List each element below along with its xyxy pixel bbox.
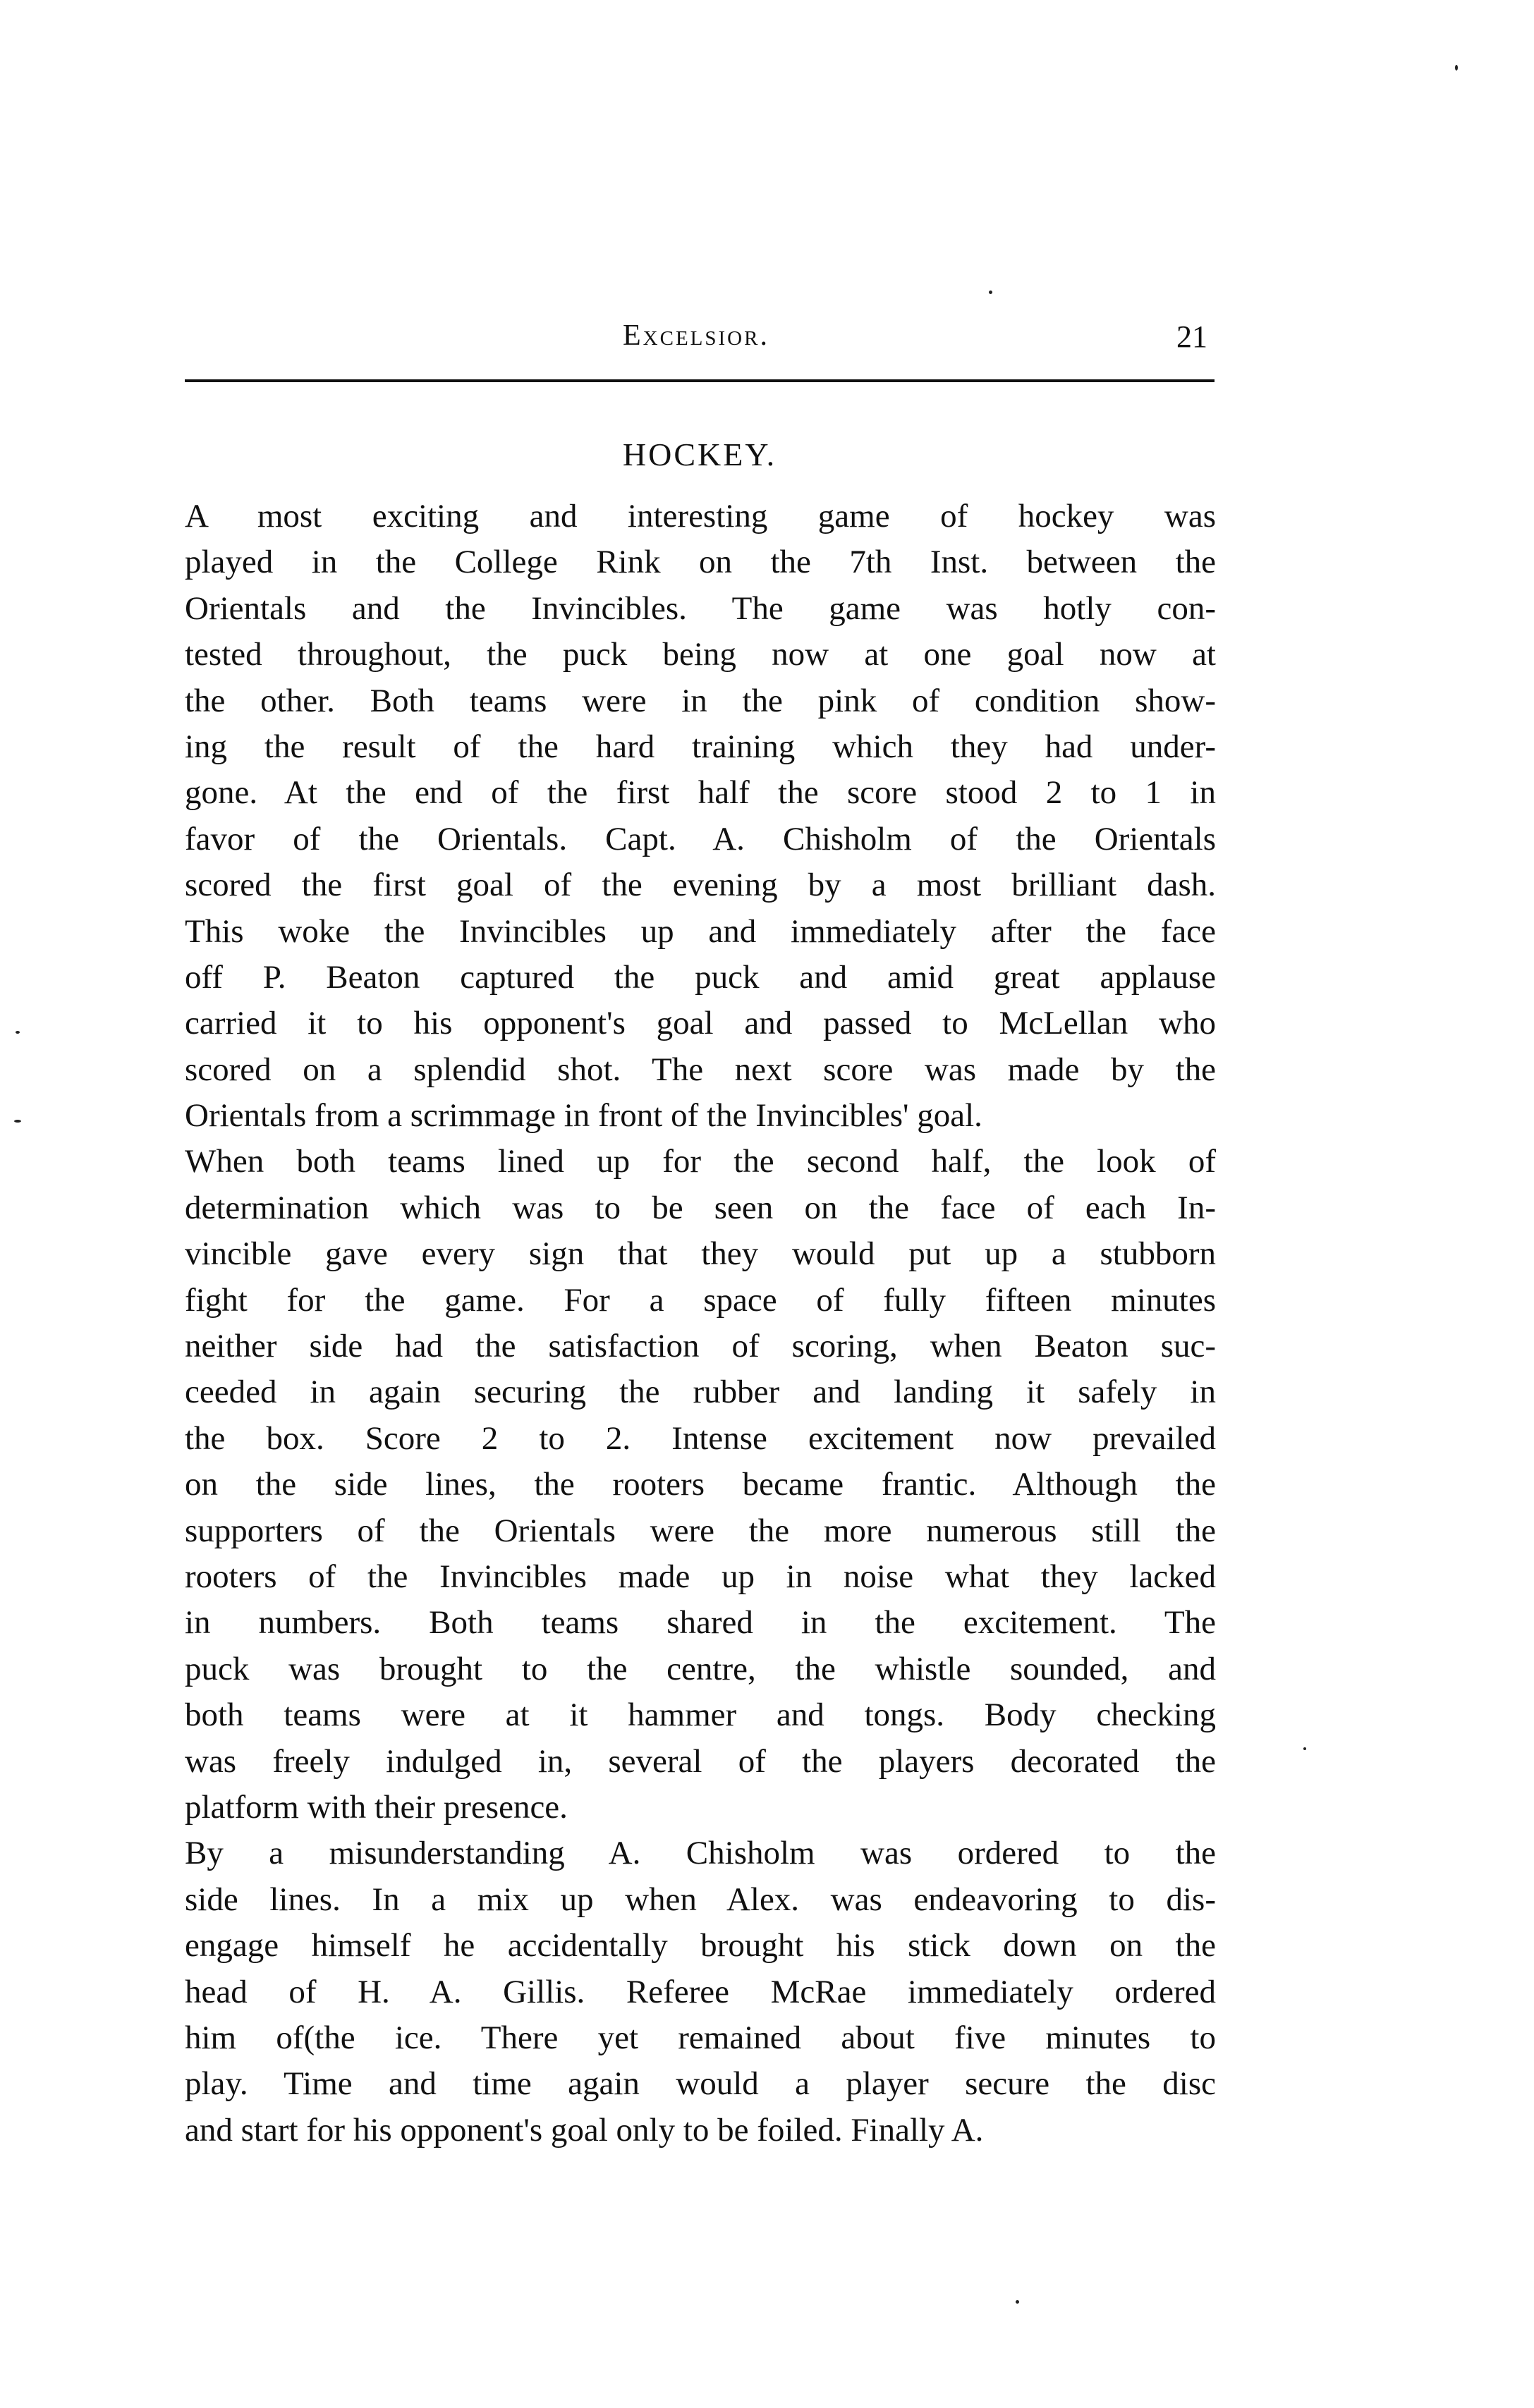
text-line: platform with their presence. xyxy=(185,1788,568,1826)
text-line: side lines. In a mix up when Alex. was endeavoring to dis- xyxy=(185,1881,1216,1918)
print-speck xyxy=(1455,65,1458,71)
text-line: scored the first goal of the evening by a most brilliant dash. xyxy=(185,867,1216,904)
text-line: By a misunderstanding A. Chisholm was ordered to the xyxy=(185,1835,1216,1872)
text-line: in numbers. Both teams shared in the excitement. The xyxy=(185,1604,1216,1642)
text-line: ing the result of the hard training which they had under- xyxy=(185,728,1216,765)
running-head xyxy=(185,319,1207,361)
text-line: fight for the game. For a space of fully fifteen minutes xyxy=(185,1281,1216,1319)
running-title: Excelsior. xyxy=(623,319,769,352)
text-line: supporters of the Orientals were the more numerous still the xyxy=(185,1512,1216,1549)
paragraph xyxy=(185,1831,1216,2153)
text-line: on the side lines, the rooters became frantic. Although the xyxy=(185,1466,1216,1503)
text-line: ceeded in again securing the rubber and landing it safely in xyxy=(185,1374,1216,1411)
article-title: HOCKEY. xyxy=(622,436,777,472)
text-line: puck was brought to the centre, the whistle sounded, and xyxy=(185,1650,1216,1687)
text-line: A most exciting and interesting game of hockey was xyxy=(185,498,1216,534)
text-line: rooters of the Invincibles made up in noise what they lacked xyxy=(185,1558,1216,1595)
text-line: neither side had the satisfaction of scoring, when Beaton suc- xyxy=(185,1328,1216,1365)
print-speck xyxy=(1016,2300,1019,2304)
print-speck xyxy=(14,1120,21,1123)
print-speck xyxy=(1303,1747,1306,1750)
text-line: determination which was to be seen on the face of each In- xyxy=(185,1189,1216,1226)
paragraph xyxy=(185,1139,1216,1831)
text-line: vincible gave every sign that they would put up a stubborn xyxy=(185,1235,1216,1273)
text-line: him of(the ice. There yet remained about five minutes to xyxy=(185,2019,1216,2056)
text-line: Orientals from a scrimmage in front of the Invincibles' goal. xyxy=(185,1097,982,1135)
text-line: tested throughout, the puck being now at one goal now at xyxy=(185,636,1216,673)
text-line: This woke the Invincibles up and immediately after the face xyxy=(185,912,1216,950)
text-line: gone. At the end of the first half the score stood 2 to 1 in xyxy=(185,774,1216,812)
text-line: head of H. A. Gillis. Referee McRae immediately ordered xyxy=(185,1973,1216,2010)
text-line: play. Time and time again would a player secure the disc xyxy=(185,2065,1216,2103)
print-speck xyxy=(16,1031,20,1034)
text-line: engage himself he accidentally brought his stick down on the xyxy=(185,1927,1216,1964)
text-line: Orientals and the Invincibles. The game was hotly con- xyxy=(185,589,1216,627)
text-line: and start for his opponent's goal only to be foiled. Finally A. xyxy=(185,2111,984,2149)
text-line: When both teams lined up for the second half, the look of xyxy=(185,1143,1216,1180)
text-line: carried it to his opponent's goal and passed to McLellan who xyxy=(185,1005,1216,1042)
print-speck xyxy=(989,291,992,294)
text-line: favor of the Orientals. Capt. A. Chisholm of the Orientals xyxy=(185,820,1216,857)
text-line: played in the College Rink on the 7th Inst. between the xyxy=(185,544,1216,581)
text-line: scored on a splendid shot. The next score was made by the xyxy=(185,1051,1216,1088)
article-body xyxy=(185,494,1216,2153)
text-line: both teams were at it hammer and tongs. Body checking xyxy=(185,1697,1216,1734)
text-line: the box. Score 2 to 2. Intense excitement now prevailed xyxy=(185,1419,1216,1457)
text-line: the other. Both teams were in the pink of condition show- xyxy=(185,682,1216,719)
text-line: off P. Beaton captured the puck and amid great applause xyxy=(185,958,1216,996)
page-number: 21 xyxy=(1176,319,1207,354)
paragraph xyxy=(185,494,1216,1139)
text-line: was freely indulged in, several of the players decorated the xyxy=(185,1742,1216,1780)
header-rule xyxy=(185,379,1215,382)
